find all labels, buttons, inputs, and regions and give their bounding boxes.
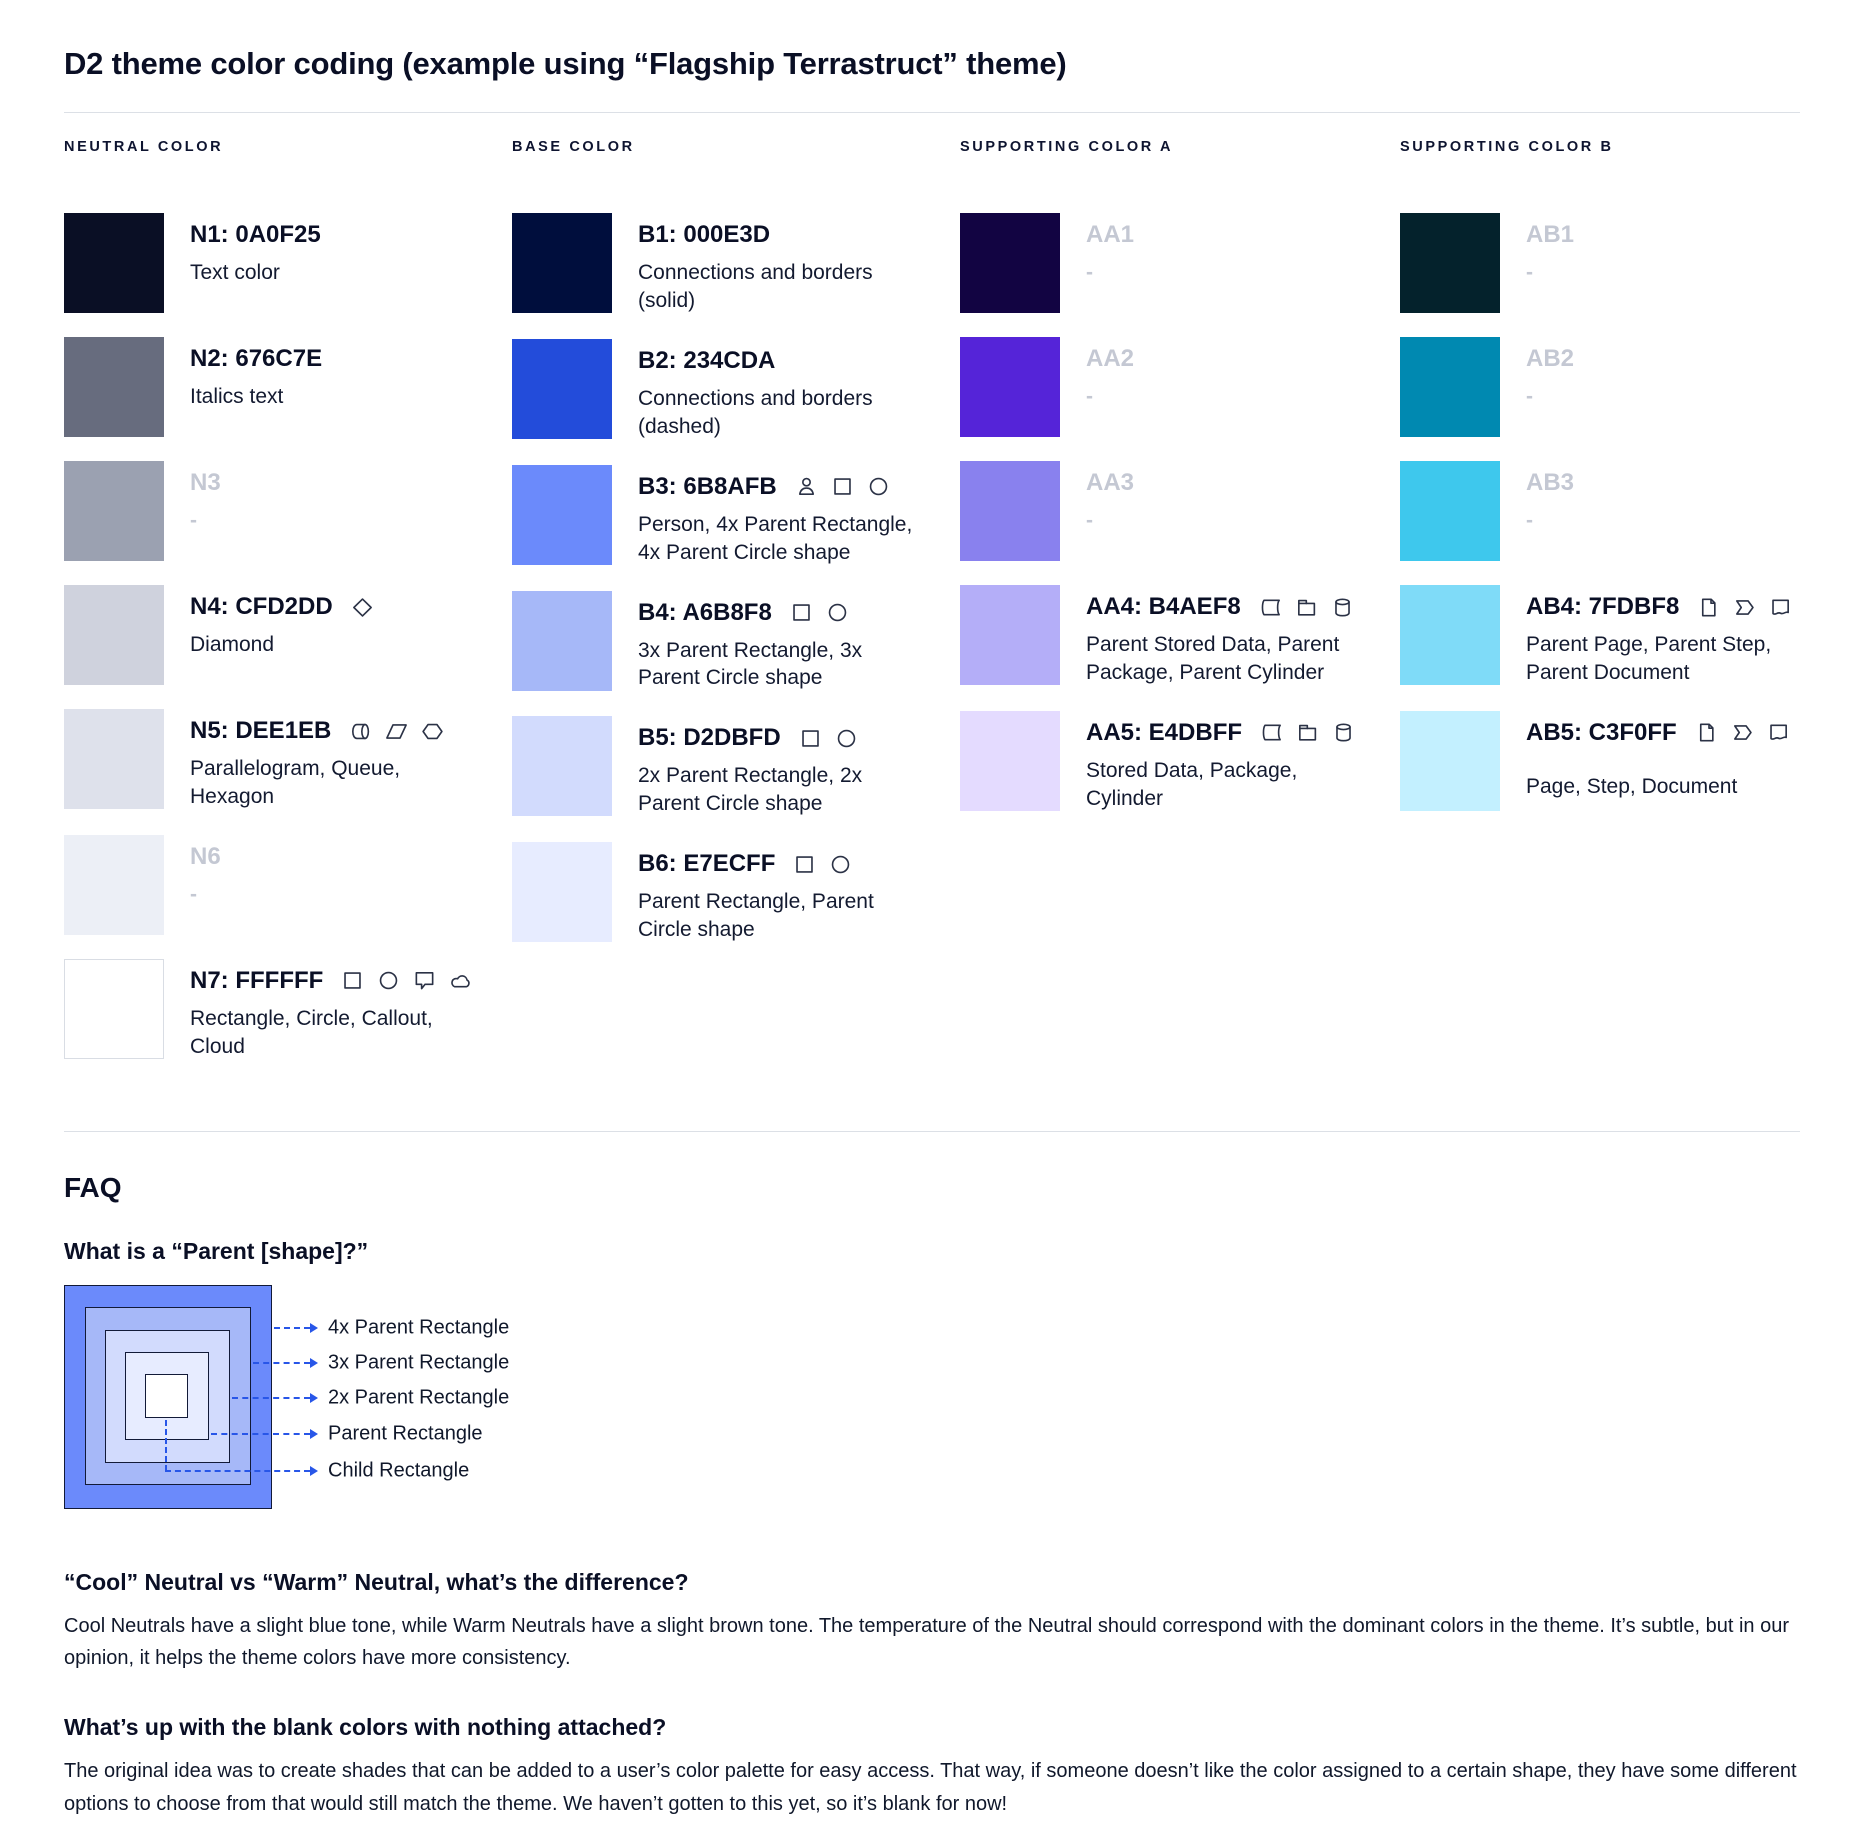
color-description: - [1526,509,1533,532]
color-title-line [190,345,322,373]
color-info [190,835,221,935]
color-row [64,585,512,685]
color-title-line [638,347,918,375]
color-info [1526,711,1790,811]
color-row [1400,337,1800,437]
color-title-line [638,724,918,752]
color-row [960,213,1400,313]
color-row [512,591,960,693]
color-title-line [638,221,918,249]
cylinder-icon [1332,721,1355,744]
color-swatch [512,591,612,691]
color-swatch [960,461,1060,561]
color-info [1086,213,1134,313]
color-title: N2: 676C7E [190,345,323,372]
shape-icons [1260,721,1355,744]
faq-question-cool-warm: “Cool” Neutral vs “Warm” Neutral, what’s the difference? [64,1568,689,1595]
color-info [190,461,221,561]
color-description: 3x Parent Rectangle, 3x Parent Circle shape [638,638,863,690]
color-title-line [1086,345,1134,373]
palette [64,113,1800,1085]
color-description: Diamond [190,633,275,656]
color-row [960,461,1400,561]
hexagon-icon [421,720,444,743]
shape-icons [795,475,890,498]
color-info [190,709,470,811]
color-row [512,465,960,567]
color-row [512,339,960,441]
color-title: N6 [190,842,221,870]
color-row [1400,585,1800,687]
column-rows [512,213,960,944]
color-title: N3 [190,469,221,496]
color-description: - [1086,385,1093,408]
color-title: AB2 [1526,345,1575,372]
color-title: B4: A6B8F8 [638,598,772,626]
color-swatch [64,213,164,313]
palette-column [1400,113,1800,1085]
color-title: B2: 234CDA [638,346,776,374]
faq-answer-blank-colors: The original idea was to create shades that can be added to a user’s color palette for easy access. That way, if someone doesn’t like the color assigned to a certain shape, they have some different options to choose from that would still match the theme. We haven’t gotten to this yet, so it’s blank for now! [64,1760,1797,1815]
color-title: B1: 000E3D [638,221,771,248]
column-header: SUPPORTING COLOR A [960,139,1174,155]
circle-icon [867,475,890,498]
column-header: SUPPORTING COLOR B [1400,139,1614,155]
color-row [960,711,1400,813]
diagram-label: 2x Parent Rectangle [328,1386,510,1409]
color-description: Parent Rectangle, Parent Circle shape [638,890,874,942]
color-description: - [1086,261,1093,284]
color-swatch [512,465,612,565]
color-swatch [960,585,1060,685]
shape-icons [1259,596,1354,619]
column-header: BASE COLOR [512,139,635,155]
color-title-line [1526,469,1574,497]
color-title-line [638,850,918,878]
color-row [960,337,1400,437]
faq-question-parent-shape: What is a “Parent [shape]?” [64,1237,369,1264]
color-swatch [64,709,164,809]
diagram-label: Child Rectangle [328,1459,470,1482]
arrow-line [274,1327,310,1329]
color-title: B5: D2DBFD [638,724,781,752]
color-title-line [1086,593,1366,621]
section-divider [64,1131,1800,1132]
color-description: Person, 4x Parent Rectangle, 4x Parent Circle shape [638,512,913,564]
color-description: Italics text [190,385,284,408]
column-header: NEUTRAL COLOR [64,139,224,155]
color-info [1526,337,1574,437]
color-row [64,461,512,561]
arrow-line [211,1433,310,1435]
color-title: AB3 [1526,469,1575,496]
shape-icons [793,853,852,876]
color-row [960,585,1400,687]
rectangle-icon [341,969,364,992]
color-description: - [190,509,197,532]
color-title: AA3 [1086,469,1135,496]
color-info [638,842,918,944]
step-icon [1731,721,1754,744]
arrow-line [232,1397,310,1399]
color-swatch [64,585,164,685]
color-title-line [190,717,470,745]
color-swatch [960,213,1060,313]
color-title: AA5: E4DBFF [1086,718,1243,746]
color-swatch [512,842,612,942]
rectangle-icon [799,727,822,750]
color-description: - [190,882,197,906]
color-info [638,465,918,567]
color-swatch [64,337,164,437]
shape-icons [341,969,472,992]
color-row [64,835,512,935]
color-title-line [190,221,321,249]
color-title-line [1526,345,1574,373]
color-row [512,213,960,315]
color-title: AA1 [1086,221,1135,248]
nested-rectangle-diagram [64,1285,844,1511]
color-title: N4: CFD2DD [190,593,333,620]
color-title: N1: 0A0F25 [190,221,321,248]
color-swatch [64,461,164,561]
faq-answer-cool-warm: Cool Neutrals have a slight blue tone, while Warm Neutrals have a slight brown tone. The temperature of the Neutral should correspond with the dominant colors in the theme. It’s subtle, but in our opinion, it helps the theme colors have more consistency. [64,1614,1789,1670]
color-row [1400,461,1800,561]
stored-data-icon [1259,596,1282,619]
color-swatch [1400,337,1500,437]
color-description: Page, Step, Document [1526,774,1738,798]
color-row [64,213,512,313]
color-swatch [64,959,164,1059]
color-title: AA4: B4AEF8 [1086,593,1241,620]
color-title-line [190,593,374,621]
color-title: B6: E7ECFF [638,850,776,878]
color-row [512,842,960,944]
color-swatch [1400,711,1500,811]
rectangle-icon [793,853,816,876]
color-title-line [190,469,221,497]
color-description: Connections and borders (solid) [638,261,873,312]
package-icon [1295,596,1318,619]
shape-icons [799,727,858,750]
color-title: B3: 6B8AFB [638,472,777,500]
arrowhead-icon [310,1429,318,1439]
circle-icon [377,969,400,992]
color-title-line [638,599,918,627]
rectangle-icon [790,601,813,624]
arrow-line [253,1362,310,1364]
color-swatch [1400,213,1500,313]
color-info [1526,213,1574,313]
color-info [1086,461,1134,561]
arrowhead-icon [310,1393,318,1403]
color-title: N5: DEE1EB [190,717,332,744]
color-swatch [512,716,612,816]
color-swatch [512,213,612,313]
color-info [1086,585,1366,687]
color-swatch [1400,585,1500,685]
color-row [64,337,512,437]
color-title-line [638,473,918,501]
color-title-line [1086,221,1134,249]
color-swatch [960,711,1060,811]
color-description: Rectangle, Circle, Callout, Cloud [190,1006,433,1058]
arrowhead-icon [310,1466,318,1476]
person-icon [795,475,818,498]
color-description: Text color [190,261,280,284]
color-description: Parent Stored Data, Parent Package, Parent Cylinder [1086,633,1340,684]
queue-icon [349,720,372,743]
document-icon [1767,721,1790,744]
color-description: - [1526,261,1533,284]
package-icon [1296,721,1319,744]
column-rows [1400,213,1800,811]
color-row [64,959,512,1061]
color-info [190,337,322,437]
shape-icons [351,596,374,619]
page-icon [1695,721,1718,744]
parallelogram-icon [385,720,408,743]
color-swatch [512,339,612,439]
color-info [190,585,374,685]
color-description: - [1526,385,1533,408]
color-description: Stored Data, Package, Cylinder [1086,758,1298,810]
color-title: AB5: C3F0FF [1526,718,1677,746]
document-icon [1769,596,1792,619]
color-title-line [1086,469,1134,497]
color-description: Parent Page, Parent Step, Parent Document [1526,633,1772,684]
color-title: AA2 [1086,345,1135,372]
arrowhead-icon [310,1358,318,1368]
color-title-line [1526,593,1800,621]
color-title-line [190,967,472,995]
palette-column [64,113,512,1085]
color-title-line [1086,719,1366,747]
color-info [1086,337,1134,437]
color-info [190,213,321,313]
color-swatch [1400,461,1500,561]
circle-icon [835,727,858,750]
color-row [1400,213,1800,313]
color-description: - [1086,509,1093,532]
diamond-icon [351,596,374,619]
color-info [1086,711,1366,813]
diagram-label: Parent Rectangle [328,1422,483,1445]
circle-icon [829,853,852,876]
cloud-icon [449,969,472,992]
color-swatch [960,337,1060,437]
column-rows [64,213,512,1061]
stored-data-icon [1260,721,1283,744]
column-rows [960,213,1400,813]
color-info [638,339,918,441]
color-title: N7: FFFFFF [190,966,324,994]
color-title-line [1526,719,1790,747]
color-info [1526,461,1574,561]
shape-icons [1695,721,1790,744]
diagram-label: 4x Parent Rectangle [328,1316,510,1339]
faq-heading: FAQ [64,1171,122,1203]
color-row [64,709,512,811]
color-description: Connections and borders (dashed) [638,386,873,438]
palette-column [960,113,1400,1085]
color-title: AB4: 7FDBF8 [1526,593,1680,620]
rectangle-icon [831,475,854,498]
circle-icon [826,601,849,624]
page-icon [1697,596,1720,619]
color-info [638,213,918,315]
color-info [638,716,918,818]
page-title: D2 theme color coding (example using “Flagship Terrastruct” theme) [64,46,1067,81]
palette-column [512,113,960,1085]
color-info [638,591,918,693]
step-icon [1733,596,1756,619]
color-title-line [1526,221,1574,249]
color-row [1400,711,1800,811]
color-info [190,959,472,1061]
color-title: AB1 [1526,221,1575,248]
color-description: 2x Parent Rectangle, 2x Parent Circle shape [638,764,863,816]
color-row [512,716,960,818]
diagram-label: 3x Parent Rectangle [328,1351,510,1374]
color-info [1526,585,1800,687]
callout-icon [413,969,436,992]
arrowhead-icon [310,1323,318,1333]
shape-icons [1697,596,1792,619]
child-rectangle [145,1374,188,1418]
arrow-line-vertical [165,1420,167,1471]
cylinder-icon [1331,596,1354,619]
shape-icons [790,601,849,624]
arrow-line [165,1470,310,1472]
color-title-line [190,843,221,871]
shape-icons [349,720,444,743]
color-swatch [64,835,164,935]
color-description: Parallelogram, Queue, Hexagon [190,757,401,808]
faq-question-blank-colors: What’s up with the blank colors with nothing attached? [64,1714,667,1741]
